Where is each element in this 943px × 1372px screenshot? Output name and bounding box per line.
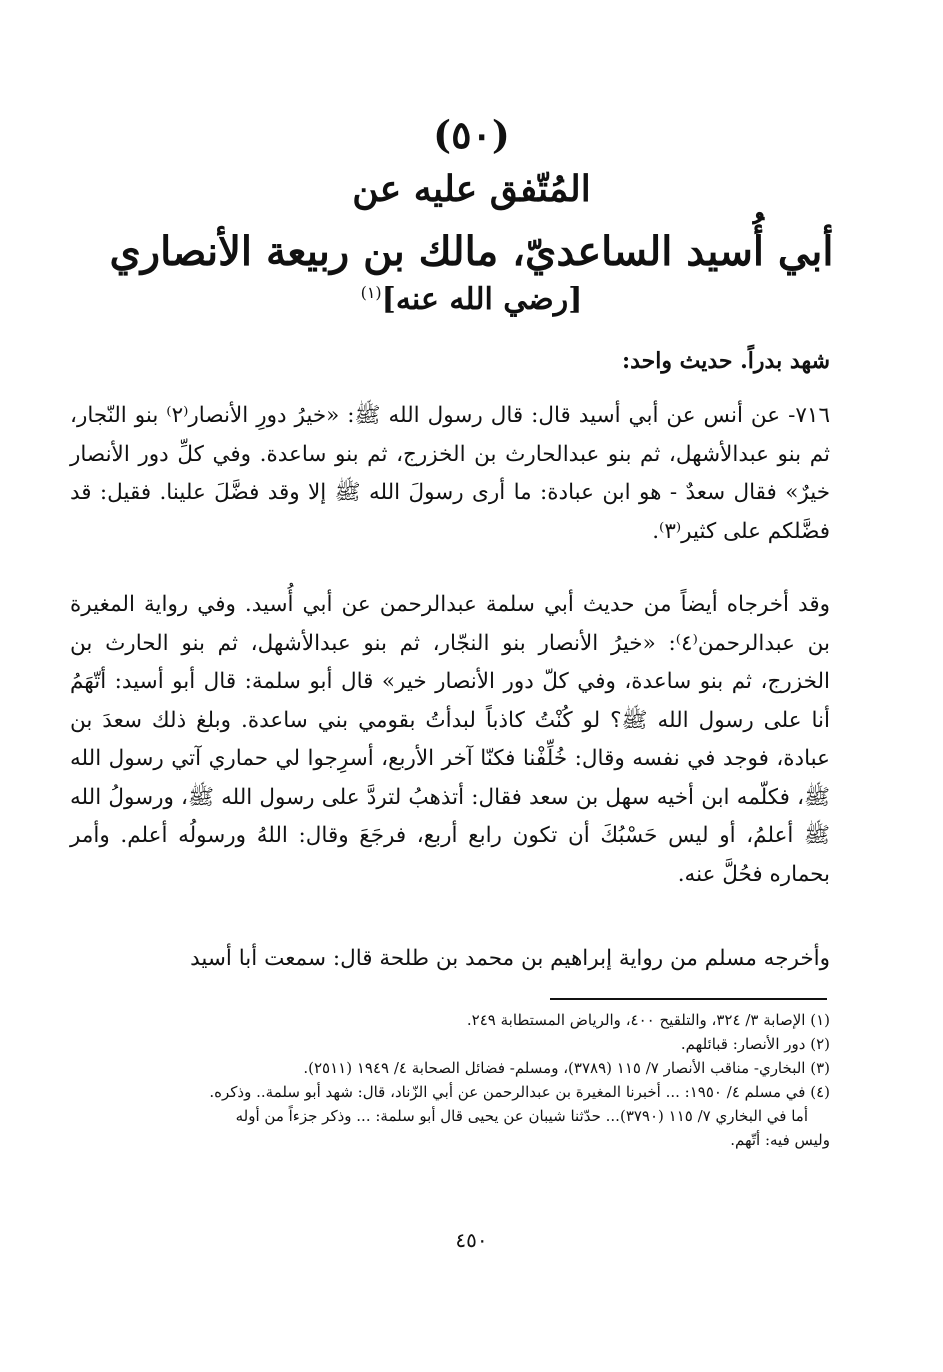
footnote-4: (٤) في مسلم ٤/ ١٩٥٠: ... أخبرنا المغيرة بن عبدالرحمن عن أبي الزّناد، قال: شهد أبو سلمة.. وذكره. <box>209 1083 830 1101</box>
continuation-paragraph <box>70 940 830 979</box>
chapter-title-line-1: المُتّفق عليه عن <box>352 168 591 210</box>
footnote-2: (٢) دور الأنصار: قبائلهم. <box>680 1035 830 1053</box>
footnote-4-end: وليس فيه: أتّهم. <box>730 1131 830 1149</box>
paragraph-text: وقد أخرجاه أيضاً من حديث أبي سلمة عبدالرحمن عن أبي أُسيد. وفي رواية المغيرة بن عبدالرحمن⁽٤⁾: «خيرُ الأنصار بنو النجّار، ثم بنو عبدالأشهل، ثم بنو الحارث بن الخزرج، ثم بنو ساعدة، وفي كلّ دور الأنصار خير» قال أبو سلمة: قال أبو أسيد: أتّهَمُ أنا على رسول الله ﷺ؟ لو كُنْتُ كاذباً لبدأتُ بقومي بني ساعدة. وبلغ ذلك سعدَ بن عبادة، فوجد في نفسه وقال: خُلِّفْنا فكنّا آخر الأربع، أسرِجوا لي حماري آتي رسول الله ﷺ، فكلّمه ابن أخيه سهل بن سعد فقال: أتذهبُ لتردَّ على رسول الله ﷺ، ورسولُ الله ﷺ أعلمُ، أو ليس حَسْبُكَ أن تكون رابع أربع، فرجَعَ وقال: اللهُ ورسولُه أعلم. وأمر بحماره فحُلَّ عنه. <box>70 592 830 887</box>
footnotes <box>70 1008 830 1152</box>
intro-line: شهد بدراً. حديث واحد: <box>621 348 830 374</box>
hadith-paragraph <box>70 397 830 551</box>
commentary-paragraph <box>70 586 830 894</box>
footnote-1: (١) الإصابة ٣/ ٣٢٤، والتلقيح ٤٠٠، والرياض المستطابة ٢٤٩. <box>466 1011 830 1029</box>
paragraph-text: ٧١٦- عن أنس عن أبي أسيد قال: قال رسول الله ﷺ: «خيرُ دورِ الأنصار⁽٢⁾ بنو النّجار، ثم بنو عبدالأشهل، ثم بنو عبدالحارث بن الخزرج، ثم بنو ساعدة. وفي كلِّ دور الأنصار خيرٌ» فقال سعدٌ - هو ابن عبادة: ما أرى رسولَ الله ﷺ إلا وقد فضَّلَ علينا. فقيل: قد فضَّلكم على كثير⁽٣⁾. <box>70 403 830 544</box>
chapter-number: (٥٠) <box>433 112 510 157</box>
chapter-title-line-2: أبي أُسيد الساعديّ، مالك بن ربيعة الأنصاري <box>109 228 834 275</box>
chapter-title-blessing: [رضي الله عنه] <box>381 282 583 317</box>
footnote-divider <box>550 998 827 1000</box>
chapter-title-footnote-ref: (١) <box>360 283 382 302</box>
footnote-4-continued: أما في البخاري ٧/ ١١٥ (٣٧٩٠)... حدّثنا شيبان عن يحيى قال أبو سلمة: ... وذكر جزءاً من أوله <box>235 1107 808 1125</box>
paragraph-text: وأخرجه مسلم من رواية إبراهيم بن محمد بن طلحة قال: سمعت أبا أسيد <box>190 946 830 971</box>
footnote-3: (٣) البخاري- مناقب الأنصار ٧/ ١١٥ (٣٧٨٩)، ومسلم- فضائل الصحابة ٤/ ١٩٤٩ (٢٥١١). <box>303 1059 830 1077</box>
page-number: ٤٥٠ <box>455 1228 488 1252</box>
chapter-title-line-3 <box>0 282 943 317</box>
